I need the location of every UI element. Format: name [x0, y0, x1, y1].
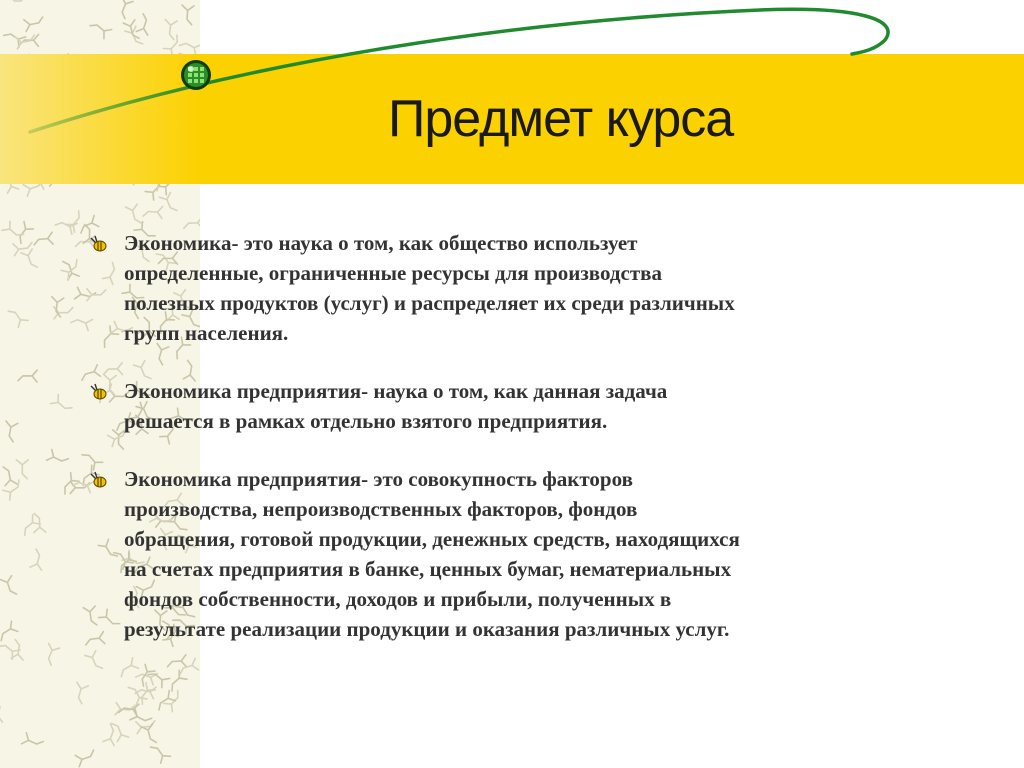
- bullet-line: производства, непроизводственных факторов, фондов: [124, 497, 638, 521]
- bullet-line: фондов собственности, доходов и прибыли, полученных в: [124, 587, 672, 611]
- bullet-line: групп населения.: [124, 321, 289, 345]
- bullet-item-3: [88, 464, 938, 644]
- bee-icon: [88, 470, 108, 490]
- bullet-line: решается в рамках отдельно взятого предприятия.: [124, 409, 608, 433]
- bullet-list: [88, 228, 938, 672]
- bullet-line: результате реализации продукции и оказания различных услуг.: [124, 617, 730, 641]
- bullet-line: полезных продуктов (услуг) и распределяет их среди различных: [124, 291, 735, 315]
- bullet-item-1: [88, 228, 938, 348]
- bee-icon: [88, 234, 108, 254]
- bullet-line: обращения, готовой продукции, денежных средств, находящихся: [124, 527, 740, 551]
- bullet-line: Экономика предприятия- наука о том, как данная задача: [124, 379, 668, 403]
- bullet-line: на счетах предприятия в банке, ценных бумаг, нематериальных: [124, 557, 732, 581]
- bullet-line: определенные, ограниченные ресурсы для производства: [124, 261, 663, 285]
- bee-icon: [88, 382, 108, 402]
- bullet-item-2: [88, 376, 938, 436]
- bullet-line: Экономика предприятия- это совокупность факторов: [124, 467, 633, 491]
- bullet-line: Экономика- это наука о том, как общество использует: [124, 231, 638, 255]
- green-sphere-icon: [181, 60, 211, 90]
- slide-title: Предмет курса: [388, 90, 734, 148]
